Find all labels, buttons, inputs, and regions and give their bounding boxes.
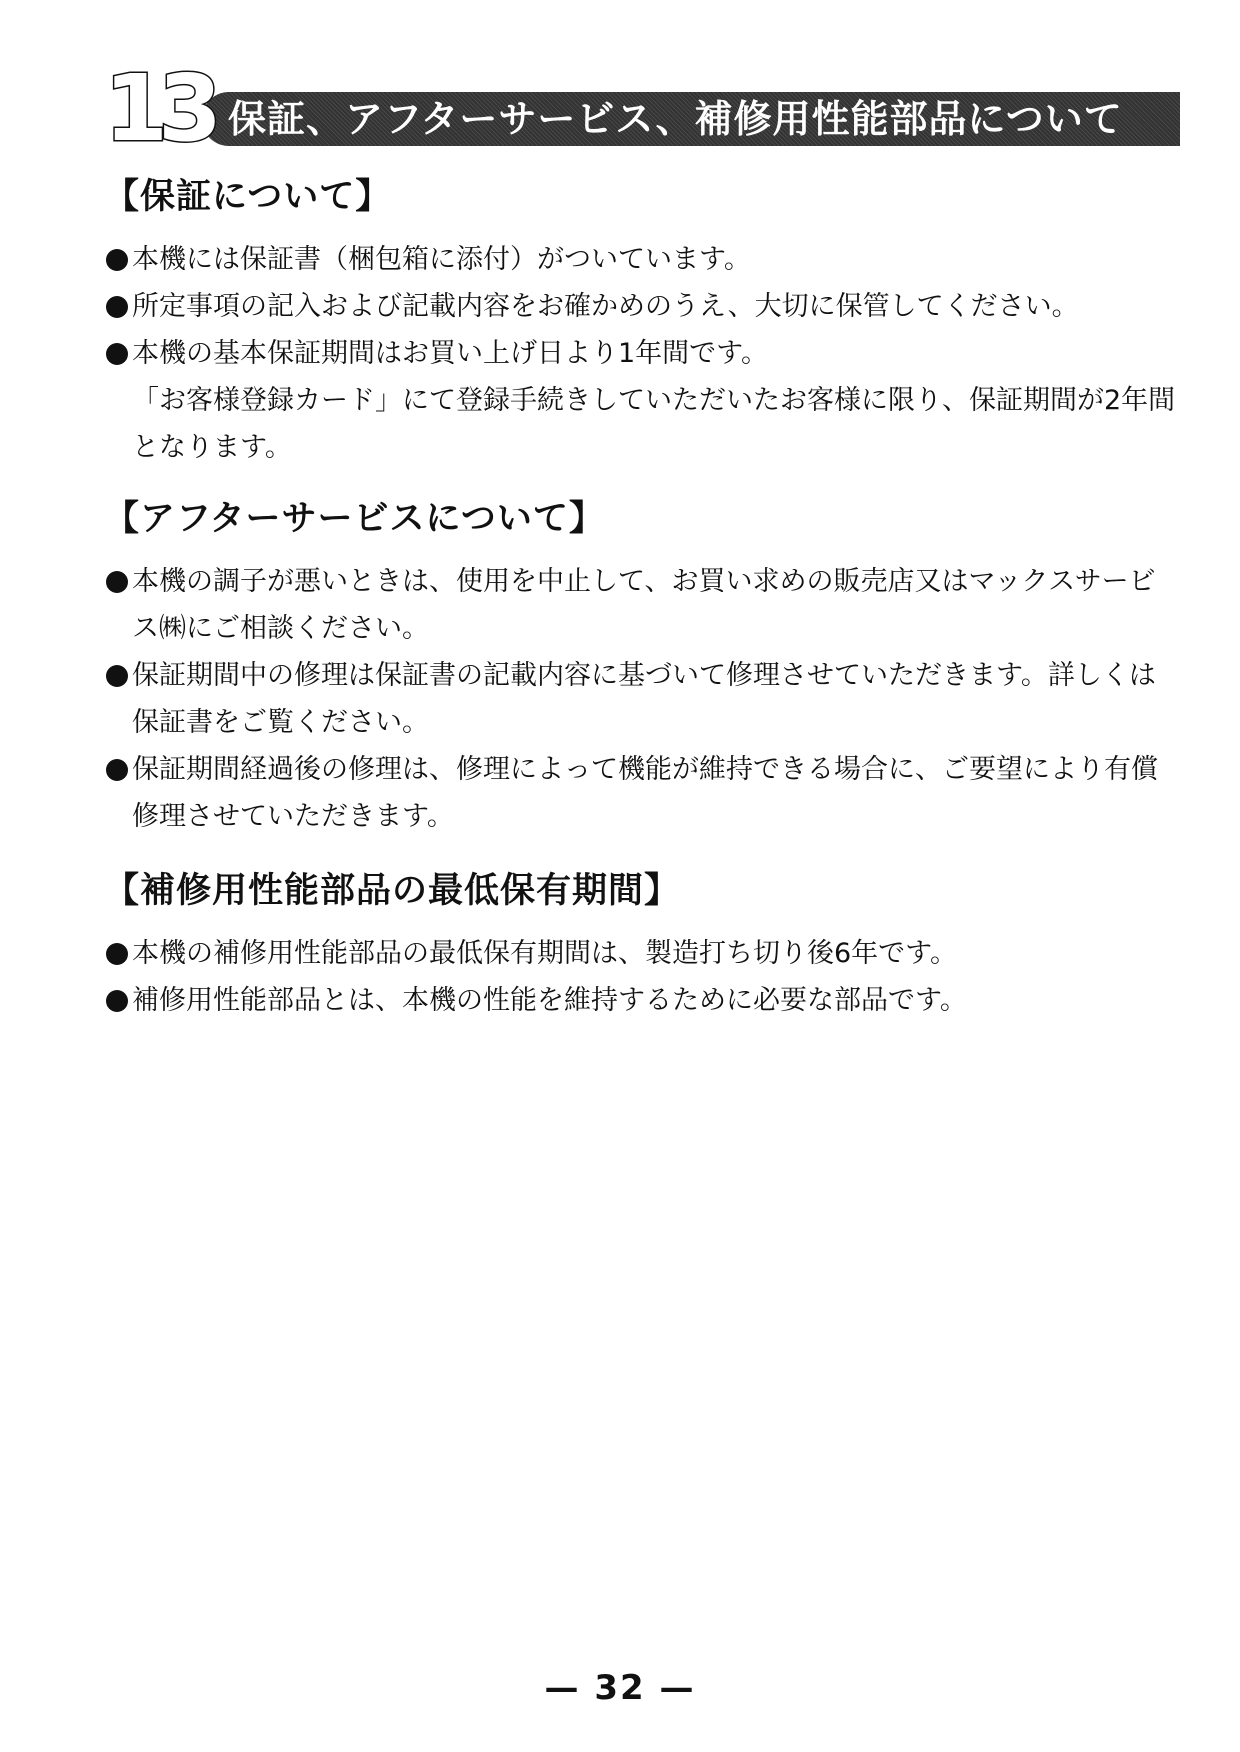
list-item-text: 本機の調子が悪いときは、使用を中止して、お買い求めの販売店又はマックスサービス㈱にご相談ください。 (132, 566, 1156, 644)
list-item-text: 保証期間中の修理は保証書の記載内容に基づいて修理させていただきます。詳しくは保証書をご覧ください。 (132, 660, 1156, 738)
chapter-title: 保証、アフターサービス、補修用性能部品について (228, 97, 1123, 141)
list-item-text: 本機の補修用性能部品の最低保有期間は、製造打ち切り後6年です。 (132, 938, 958, 969)
list-item-text: 補修用性能部品とは、本機の性能を維持するために必要な部品です。 (132, 985, 967, 1016)
bullet-icon (106, 249, 128, 271)
section-warranty (104, 172, 1180, 471)
bullet-icon (106, 343, 128, 365)
list-item-text: 本機には保証書（梱包箱に添付）がついています。 (132, 244, 751, 275)
list-item (104, 236, 1180, 283)
page-number: — 32 — (544, 1668, 696, 1708)
bullet-icon (106, 665, 128, 687)
list-item (104, 283, 1180, 330)
section-heading-after-service: 【アフターサービスについて】 (104, 499, 605, 539)
list-item (104, 330, 1180, 471)
list-item (104, 558, 1180, 652)
bullet-icon (106, 759, 128, 781)
section-repair-parts (104, 866, 1180, 1024)
list-item (104, 746, 1180, 840)
bullet-icon (106, 943, 128, 965)
bullet-icon (106, 296, 128, 318)
list-item-note: 「お客様登録カード」にて登録手続きしていただいたお客様に限り、保証期間が2年間となります。 (132, 385, 1176, 463)
section-after-service (104, 494, 1180, 840)
list-item (104, 652, 1180, 746)
section-heading-warranty: 【保証について】 (104, 177, 392, 217)
list-item-text: 保証期間経過後の修理は、修理によって機能が維持できる場合に、ご要望により有償修理させていただきます。 (132, 754, 1158, 832)
section-heading-repair-parts: 【補修用性能部品の最低保有期間】 (104, 871, 681, 911)
list-item-text: 本機の基本保証期間はお買い上げ日より1年間です。 (132, 338, 769, 369)
chapter-header (104, 55, 1180, 162)
list-item-text: 所定事項の記入および記載内容をお確かめのうえ、大切に保管してください。 (132, 291, 1079, 322)
bullet-icon (106, 571, 128, 593)
list-item (104, 977, 1180, 1024)
list-item (104, 930, 1180, 977)
chapter-number: 13 (104, 55, 213, 162)
bullet-icon (106, 990, 128, 1012)
